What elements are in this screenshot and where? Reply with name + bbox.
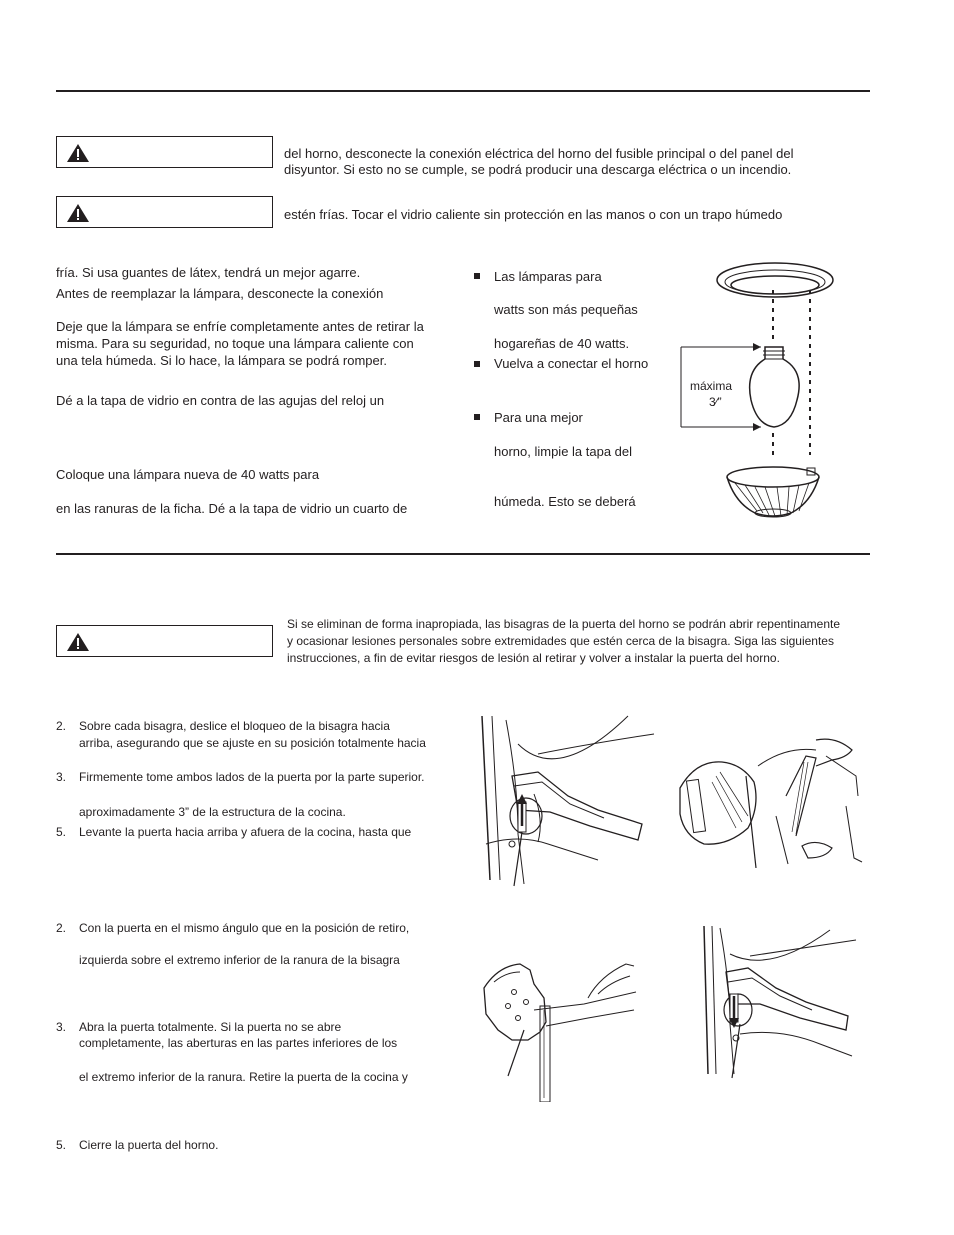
step-text: Sobre cada bisagra, deslice el bloqueo de la bisagra hacia: [79, 719, 390, 733]
step-text: Abra la puerta totalmente. Si la puerta no se abre: [79, 1020, 342, 1034]
lamp-text: misma. Para su seguridad, no toque una lámpara caliente con: [56, 336, 414, 351]
lamp-text: Dé a la tapa de vidrio en contra de las agujas del reloj un: [56, 393, 385, 408]
step-text: Con la puerta en el mismo ángulo que en la posición de retiro,: [79, 921, 410, 935]
figure-label-dimension: 3⁄”: [709, 395, 722, 409]
lamp-text: Antes de reemplazar la lámpara, desconecte la conexión: [56, 286, 384, 301]
step-number: 5.: [56, 1138, 67, 1152]
lamp-text: una tela húmeda. Si lo hace, la lámpara se podrá romper.: [56, 353, 387, 368]
lamp-text: Deje que la lámpara se enfríe completamente antes de retirar la: [56, 319, 424, 334]
warning-text-3c: instrucciones, a fin de evitar riesgos de lesión al retirar y volver a instalar la puerta del horno.: [287, 651, 780, 665]
top-rule: [56, 90, 870, 92]
lamp-text: Coloque una lámpara nueva de 40 watts para: [56, 467, 320, 482]
bullet-icon: [474, 273, 480, 279]
warning-text-1b: disyuntor. Si esto no se cumple, se podrá producir una descarga eléctrica o un incendio.: [284, 162, 792, 177]
hinge-lock-down-figure: [700, 924, 858, 1080]
step-text: aproximadamente 3” de la estructura de la cocina.: [79, 805, 346, 819]
step-text: el extremo inferior de la ranura. Retire la puerta de la cocina y: [79, 1070, 408, 1084]
grasp-door-figure: [676, 736, 868, 868]
warning-box-glass: [56, 196, 273, 228]
lamp-note: Vuelva a conectar el horno: [494, 356, 649, 371]
hinge-lock-figure: [478, 714, 656, 888]
bullet-icon: [474, 414, 480, 420]
step-number: 5.: [56, 825, 67, 839]
hinge-detail-figure: [478, 958, 638, 1102]
warning-text-2: estén frías. Tocar el vidrio caliente sin protección en las manos o con un trapo húmedo: [284, 207, 783, 222]
step-text: arriba, asegurando que se ajuste en su posición totalmente hacia: [79, 736, 426, 750]
figure-label-maxima: máxima: [690, 379, 733, 393]
warning-box-shock: [56, 136, 273, 168]
warning-text-3a: Si se eliminan de forma inapropiada, las bisagras de la puerta del horno se podrán abrir repentinamente: [287, 617, 841, 631]
warning-triangle-icon: [66, 632, 90, 652]
lamp-text: en las ranuras de la ficha. Dé a la tapa de vidrio un cuarto de: [56, 501, 408, 516]
step-text: Levante la puerta hacia arriba y afuera de la cocina, hasta que: [79, 825, 412, 839]
step-text: Firmemente tome ambos lados de la puerta por la parte superior.: [79, 770, 425, 784]
step-number: 3.: [56, 1020, 67, 1034]
warning-triangle-icon: [66, 203, 90, 223]
step-text: izquierda sobre el extremo inferior de la ranura de la bisagra: [79, 953, 400, 967]
step-text: completamente, las aberturas en las partes inferiores de los: [79, 1036, 398, 1050]
lamp-note: Las lámparas para: [494, 269, 602, 284]
lamp-note: Para una mejor: [494, 410, 583, 425]
step-number: 2.: [56, 719, 67, 733]
bullet-icon: [474, 361, 480, 367]
warning-text-3b: y ocasionar lesiones personales sobre extremidades que estén cerca de la bisagra. Siga las siguientes: [287, 634, 834, 648]
warning-box-hinge: [56, 625, 273, 657]
step-text: Cierre la puerta del horno.: [79, 1138, 219, 1152]
warning-triangle-icon: [66, 143, 90, 163]
step-number: 2.: [56, 921, 67, 935]
lamp-note: húmeda. Esto se deberá: [494, 494, 636, 509]
warning-text-1a: del horno, desconecte la conexión eléctrica del horno del fusible principal o del panel del: [284, 146, 794, 161]
lamp-text: fría. Si usa guantes de látex, tendrá un mejor agarre.: [56, 265, 361, 280]
section-rule: [56, 553, 870, 555]
lamp-note: hogareñas de 40 watts.: [494, 336, 630, 351]
lamp-note: horno, limpie la tapa del: [494, 444, 633, 459]
step-number: 3.: [56, 770, 67, 784]
lamp-note: watts son más pequeñas: [494, 302, 638, 317]
